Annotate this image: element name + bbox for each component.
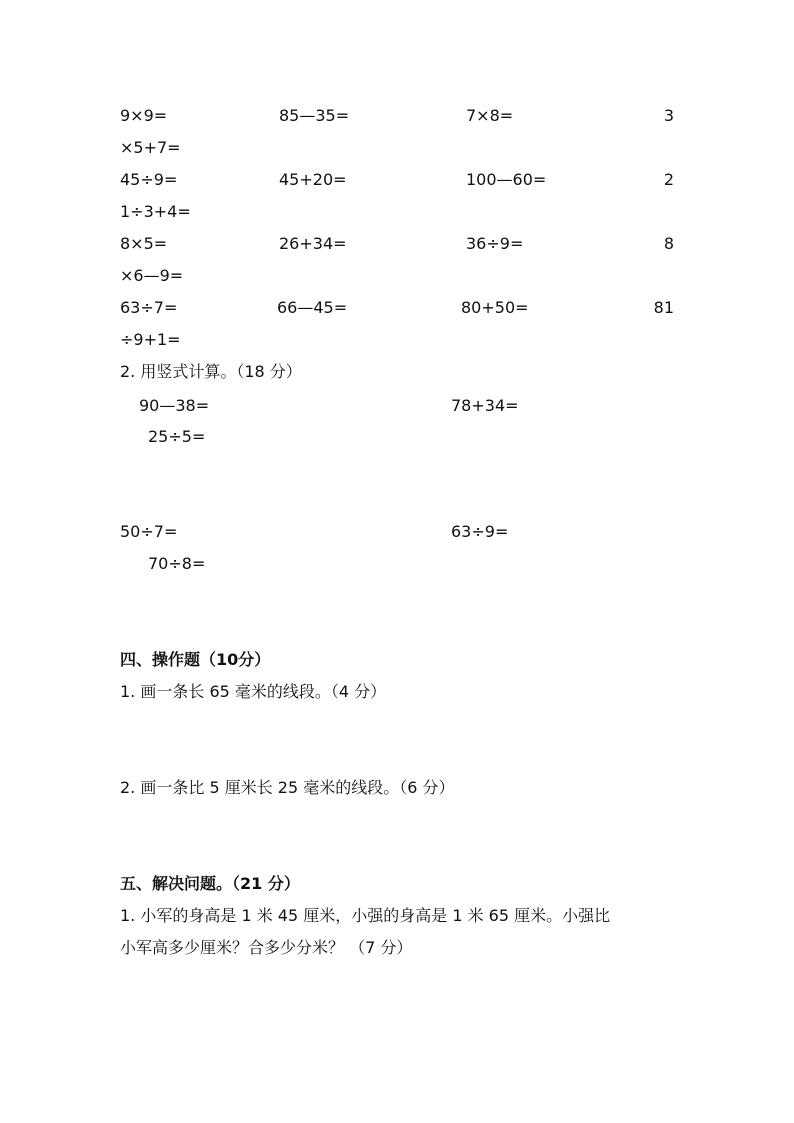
oral-item: 66—45=: [277, 298, 348, 317]
section-five-question-1-line-2: 小军高多少厘米？合多少分米？ （7 分）: [120, 938, 413, 957]
oral-item: 80+50=: [461, 298, 529, 317]
oral-item-continued: ÷9+1=: [120, 330, 181, 349]
oral-item: 26+34=: [279, 234, 347, 253]
vertical-calc-heading: 2. 用竖式计算。（18 分）: [120, 362, 302, 381]
vertical-calc-item: 25÷5=: [148, 427, 206, 446]
oral-item: 36÷9=: [466, 234, 524, 253]
vertical-calc-item: 70÷8=: [148, 554, 206, 573]
section-four-question-2: 2. 画一条比 5 厘米长 25 毫米的线段。（6 分）: [120, 778, 455, 797]
oral-item: 8×5=: [120, 234, 168, 253]
oral-item-continued: 1÷3+4=: [120, 202, 191, 221]
vertical-calc-item: 50÷7=: [120, 522, 178, 541]
oral-item: 45÷9=: [120, 170, 178, 189]
vertical-calc-item: 63÷9=: [451, 522, 509, 541]
oral-item: 2: [663, 170, 674, 189]
section-five-question-1-line-1: 1. 小军的身高是 1 米 45 厘米，小强的身高是 1 米 65 厘米。小强比: [120, 906, 611, 925]
vertical-calc-item: 90—38=: [139, 396, 210, 415]
oral-item: 81: [653, 298, 674, 317]
section-four-question-1: 1. 画一条长 65 毫米的线段。（4 分）: [120, 682, 387, 701]
oral-item: 7×8=: [466, 106, 514, 125]
section-five-title: 五、解决问题。（21 分）: [120, 874, 300, 893]
oral-item: 85—35=: [279, 106, 350, 125]
oral-item: 100—60=: [466, 170, 547, 189]
oral-item: 63÷7=: [120, 298, 178, 317]
oral-item: 8: [663, 234, 674, 253]
oral-item-continued: ×5+7=: [120, 138, 181, 157]
oral-item: 3: [663, 106, 674, 125]
oral-item: 45+20=: [279, 170, 347, 189]
vertical-calc-item: 78+34=: [451, 396, 519, 415]
section-four-title: 四、操作题（10分）: [120, 650, 271, 669]
oral-item: 9×9=: [120, 106, 168, 125]
oral-item-continued: ×6—9=: [120, 266, 184, 285]
